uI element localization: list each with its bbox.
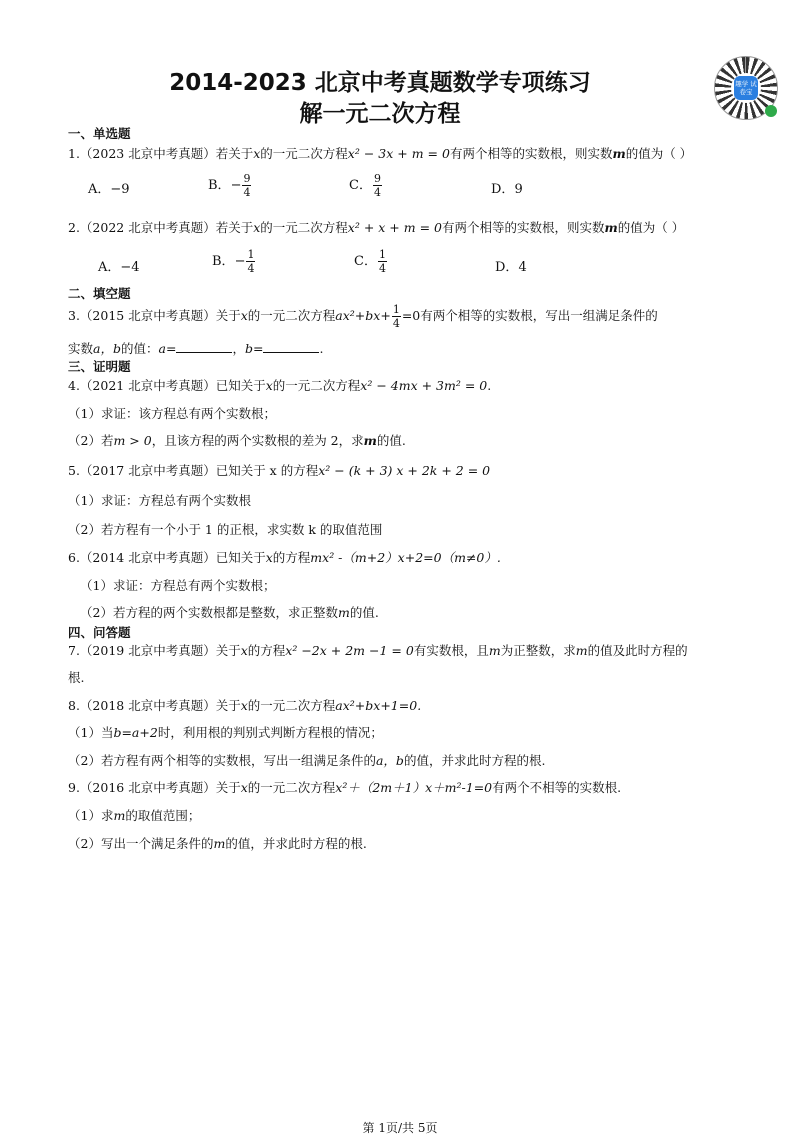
qr-code-icon[interactable] xyxy=(714,56,778,120)
question-2-option-b: B．− $\frac{1}{4}$ xyxy=(212,248,255,275)
qr-logo: 趣学 试卷宝 xyxy=(734,76,758,100)
qr-badge-icon xyxy=(765,105,777,117)
question-6-part-1: （1）求证：方程总有两个实数根； xyxy=(80,578,276,593)
question-1-option-b: B．− $\frac{9}{4}$ xyxy=(208,172,251,199)
question-7-stem: 7.（2019 北京中考真题）关于x的方程x² −2x + 2m −1 = 0有实数根，且m为正整数，求m的值及此时方程的 xyxy=(68,643,688,658)
question-8-part-2: （2）若方程有两个相等的实数根，写出一组满足条件的a，b的值，并求此时方程的根. xyxy=(68,753,546,768)
question-2-option-a: A．−4 xyxy=(98,260,140,275)
question-4-part-1: （1）求证：该方程总有两个实数根； xyxy=(68,406,276,421)
section-heading-proof: 三、证明题 xyxy=(68,359,131,374)
question-4-stem: 4.（2021 北京中考真题）已知关于x的一元二次方程x² − 4mx + 3m² = 0. xyxy=(68,378,492,393)
question-1-option-a: A．−9 xyxy=(88,182,130,197)
question-8-stem: 8.（2018 北京中考真题）关于x的一元二次方程ax²+bx+1=0. xyxy=(68,698,422,713)
question-7-line-2: 根. xyxy=(68,670,85,685)
question-9-stem: 9.（2016 北京中考真题）关于x的一元二次方程x²＋（2m＋1）x＋m²-1=0有两个不相等的实数根. xyxy=(68,780,622,795)
question-2-stem: 2.（2022 北京中考真题）若关于x的一元二次方程x² + x + m = 0有两个相等的实数根，则实数m的值为（ ） xyxy=(68,220,685,235)
question-5-part-1: （1）求证：方程总有两个实数根 xyxy=(68,493,251,508)
question-4-part-2: （2）若m > 0，且该方程的两个实数根的差为 2，求m的值. xyxy=(68,433,406,448)
answer-blank-b[interactable] xyxy=(263,341,319,353)
question-2-option-c: C． $\frac{1}{4}$ xyxy=(354,248,386,275)
question-5-part-2: （2）若方程有一个小于 1 的正根，求实数 k 的取值范围 xyxy=(68,522,383,537)
question-3-line-2: 实数a，b的值：a= ，b= . xyxy=(68,341,324,356)
section-heading-single-choice: 一、单选题 xyxy=(68,126,131,141)
question-2-option-d: D．4 xyxy=(495,260,527,275)
question-9-part-2: （2）写出一个满足条件的m的值，并求此时方程的根. xyxy=(68,836,367,851)
question-9-part-1: （1）求m的取值范围； xyxy=(68,808,201,823)
question-1-stem: 1.（2023 北京中考真题）若关于x的一元二次方程x² − 3x + m = 0有两个相等的实数根，则实数m的值为（ ） xyxy=(68,146,693,161)
question-1-option-c: C． $\frac{9}{4}$ xyxy=(349,172,381,199)
section-heading-fill-blank: 二、填空题 xyxy=(68,286,131,301)
answer-blank-a[interactable] xyxy=(176,341,232,353)
document-title: 2014-2023 北京中考真题数学专项练习 xyxy=(169,70,591,96)
question-1-option-d: D．9 xyxy=(491,182,523,197)
question-8-part-1: （1）当b=a+2时，利用根的判别式判断方程根的情况； xyxy=(68,725,383,740)
question-3-stem: 3.（2015 北京中考真题）关于x的一元二次方程ax²+bx+ $\frac{1}{4}$ =0有两个相等的实数根，写出一组满足条件的 xyxy=(68,303,658,330)
question-5-stem: 5.（2017 北京中考真题）已知关于 x 的方程x² − (k + 3) x + 2k + 2 = 0 xyxy=(68,463,491,478)
question-6-part-2: （2）若方程的两个实数根都是整数，求正整数m的值. xyxy=(80,605,379,620)
page-footer: 第 1页/共 5页 xyxy=(362,1121,438,1135)
document-subtitle: 解一元二次方程 xyxy=(299,101,461,127)
section-heading-qa: 四、问答题 xyxy=(68,625,131,640)
question-6-stem: 6.（2014 北京中考真题）已知关于x的方程mx² -（m+2）x+2=0（m≠0）. xyxy=(68,550,501,565)
